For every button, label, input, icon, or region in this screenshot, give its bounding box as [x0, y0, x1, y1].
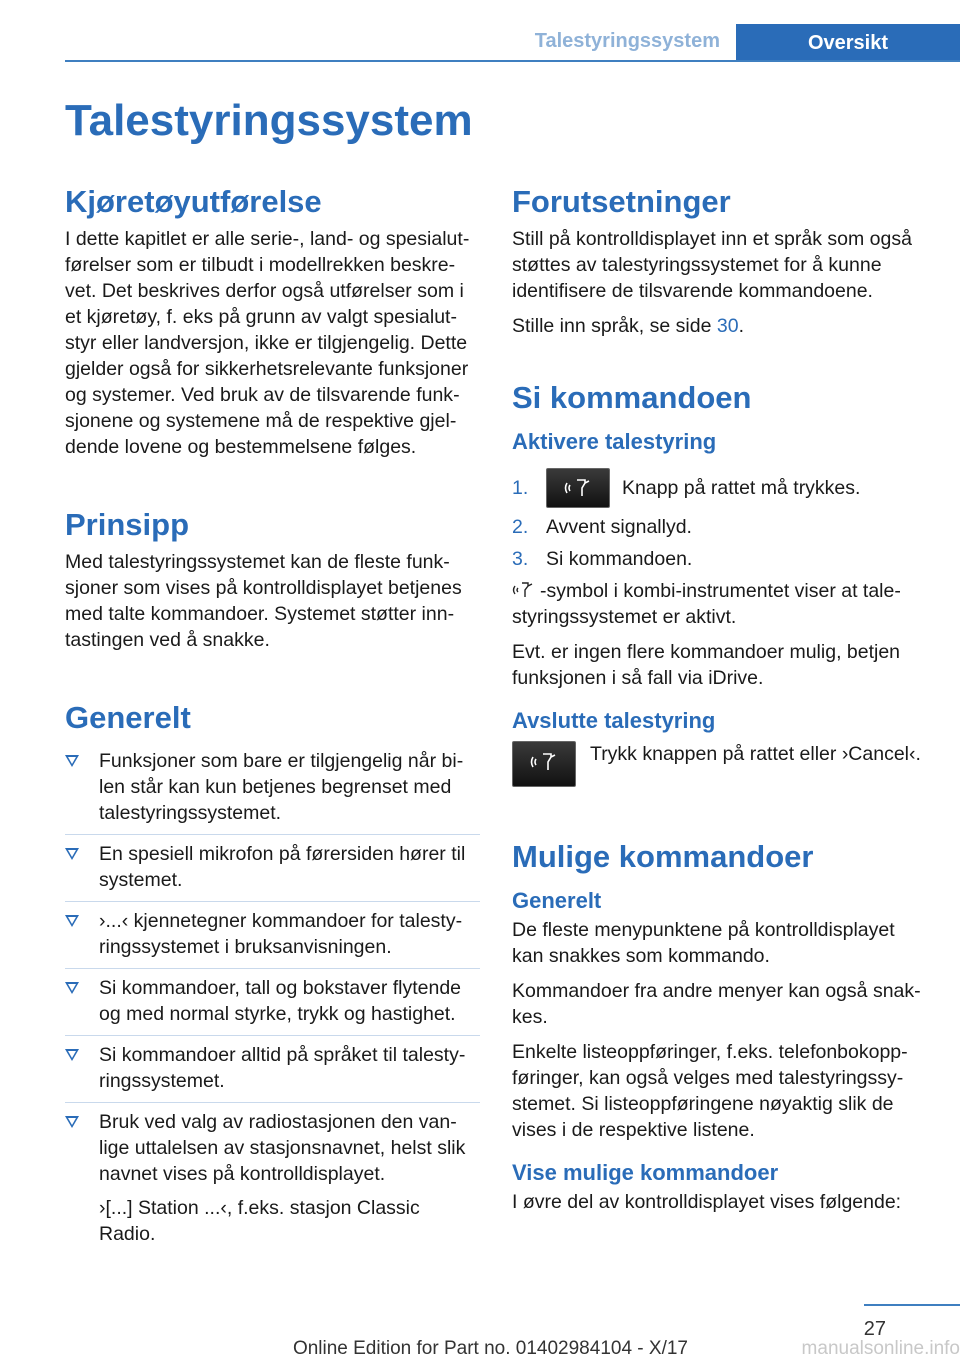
heading-generelt: Generelt — [65, 700, 191, 735]
triangle-bullet-icon — [65, 848, 79, 860]
page-title: Talestyringssystem — [65, 96, 473, 145]
watermark: manualsonline.info — [801, 1338, 960, 1359]
voice-symbol-icon — [512, 580, 534, 600]
forutsetninger-text: Still på kontrolldisplayet inn et språk som også støttes av talestyringssystemet for å kunne identifisere de tilsvarende kommandoene. — [512, 228, 912, 302]
heading-generelt-kommandoer: Generelt — [512, 888, 602, 913]
list-item: Bruk ved valg av radiostasjonen den vanlige uttalelsen av stasjonsnavnet, helst slik navnet vises på kontrolldisplayet. ›[...] Station ...‹, f.eks. stasjon Classic Radio. — [65, 1109, 480, 1255]
mulige-text-1: De fleste menypunktene på kontrolldisplayet kan snakkes som kommando. — [512, 919, 895, 967]
page-number: 27 — [863, 1318, 886, 1340]
heading-avslutte-talestyring: Avslutte talestyring — [512, 708, 716, 733]
generelt-list — [65, 748, 480, 1255]
radio-example: ›[...] Station ...‹, f.eks. stasjon Classic Radio. — [99, 1197, 420, 1245]
list-item: ›...‹ kjennetegner kommandoer for talestyringssystemet i bruksanvisningen. — [65, 908, 480, 969]
mulige-text-3: Enkelte listeoppføringer, f.eks. telefonbokoppføringer, kan også velges med talestyringssystemet. Si listeoppføringene nøyaktig slik de vises i de respektive listene. — [512, 1041, 908, 1141]
mulige-text-2: Kommandoer fra andre menyer kan også snakkes. — [512, 980, 921, 1028]
language-reference: Stille inn språk, se side 30. — [512, 315, 744, 337]
triangle-bullet-icon — [65, 982, 79, 994]
step-1: 1. Knapp på rattet må trykkes. — [512, 468, 927, 508]
left-column — [65, 182, 480, 1261]
idrive-note: Evt. er ingen flere kommandoer mulig, betjen funksjonen i så fall via iDrive. — [512, 641, 901, 689]
heading-vise-mulige-kommandoer: Vise mulige kommandoer — [512, 1160, 779, 1185]
tab-oversikt[interactable]: Oversikt — [736, 24, 960, 62]
page-link-30[interactable]: 30 — [716, 315, 739, 337]
step-2: 2. Avvent signallyd. — [512, 516, 692, 538]
page-header — [65, 0, 960, 62]
breadcrumb[interactable]: Talestyringssystem — [534, 30, 720, 52]
triangle-bullet-icon — [65, 755, 79, 767]
list-item: Funksjoner som bare er tilgjengelig når bilen står kan kun betjenes begrenset med talestyringssystemet. — [65, 748, 480, 835]
heading-prinsipp: Prinsipp — [65, 507, 190, 542]
heading-si-kommandoen: Si kommandoen — [512, 380, 752, 415]
triangle-bullet-icon — [65, 1116, 79, 1128]
list-item: Si kommandoer alltid på språket til talestyringssystemet. — [65, 1042, 480, 1103]
kjoretoyutforelse-text: I dette kapitlet er alle serie-, land- og spesialutførelser som er tilbudt i modellrekken beskrevet. Det beskrives derfor også utførelser som i et kjøretøy, f. eks på grunn av valgt spesialutstyr eller landversjon, ikke er tilgjengelig. Dette gjelder også for sikkerhetsrelevante funksjoner og systemer. Ved bruk av de tilsvarende funksjonene og systemene må de respektive gjeldende lovene og bestemmelsene følges. — [65, 228, 470, 458]
step-3: 3. Si kommandoen. — [512, 548, 693, 570]
edition-text: Online Edition for Part no. 01402984104 - X/17 — [292, 1338, 688, 1359]
activation-steps — [512, 468, 927, 572]
voice-button-icon — [512, 741, 576, 787]
heading-aktivere-talestyring: Aktivere talestyring — [512, 429, 717, 454]
heading-forutsetninger: Forutsetninger — [512, 184, 731, 219]
header-rule — [65, 60, 960, 62]
triangle-bullet-icon — [65, 1049, 79, 1061]
prinsipp-text: Med talestyringssystemet kan de fleste funksjoner som vises på kontrolldisplayet betjenes med talte kommandoer. Systemet støtter inntastingen ved å snakke. — [65, 551, 462, 651]
heading-kjoretoyutforelse: Kjøretøyutførelse — [65, 184, 322, 219]
symbol-note: -symbol i kombi-instrumentet viser at talestyringssystemet er aktivt. — [512, 580, 901, 628]
heading-mulige-kommandoer: Mulige kommandoer — [512, 839, 814, 874]
triangle-bullet-icon — [65, 915, 79, 927]
vise-text: I øvre del av kontrolldisplayet vises følgende: — [512, 1191, 902, 1213]
end-voice-row: Trykk knappen på rattet eller ›Cancel‹. — [512, 741, 927, 787]
list-item: En spesiell mikrofon på førersiden hører til systemet. — [65, 841, 480, 902]
voice-button-icon — [546, 468, 610, 508]
right-column — [512, 182, 927, 1224]
list-item: Si kommandoer, tall og bokstaver flytende og med normal styrke, trykk og hastighet. — [65, 975, 480, 1036]
footer-rule — [864, 1304, 960, 1306]
